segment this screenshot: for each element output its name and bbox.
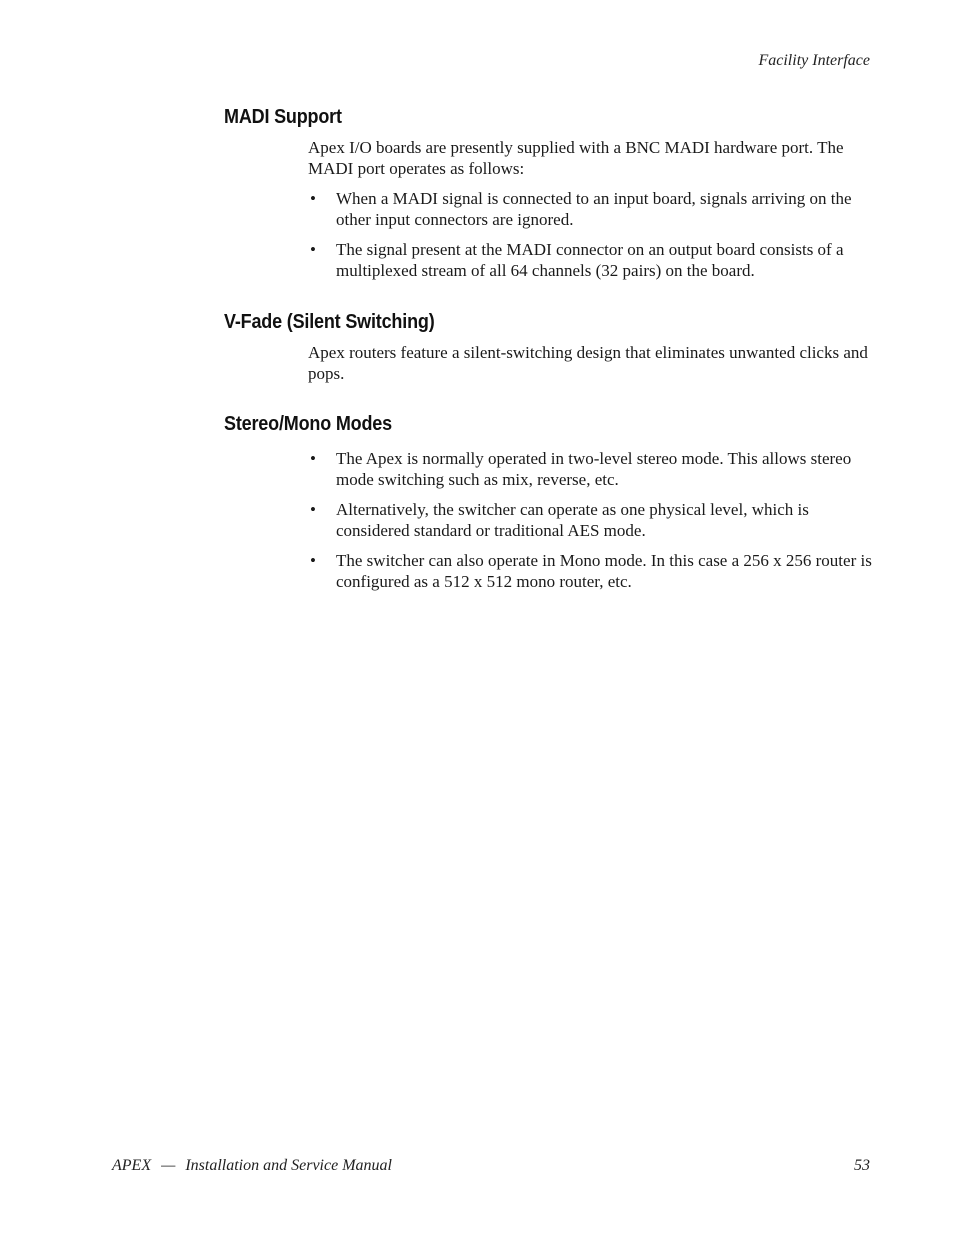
page-number: 53 [854,1157,870,1174]
footer-title-text: Installation and Service Manual [185,1157,392,1174]
v-fade-paragraph: Apex routers feature a silent-switching design that eliminates unwanted clicks and pops. [308,343,868,383]
bullet-icon: • [310,500,316,519]
section-title-stereo-mono-modes: Stereo/Mono Modes [224,413,392,435]
bullet-icon: • [310,551,316,570]
bullet-icon: • [310,449,316,468]
list-item-text: The Apex is normally operated in two-level stereo mode. This allows stereo mode switching such as mix, reverse, etc. [336,449,852,489]
footer-manual-title [112,1157,392,1175]
section-title-v-fade: V-Fade (Silent Switching) [224,311,435,333]
footer-product: APEX [112,1157,152,1174]
running-header: Facility Interface [758,52,870,69]
list-item-text: When a MADI signal is connected to an input board, signals arriving on the other input connectors are ignored. [336,189,852,229]
bullet-icon: • [310,240,316,259]
section-title-madi-support: MADI Support [224,106,342,128]
list-item-text: The signal present at the MADI connector on an output board consists of a multiplexed stream of all 64 channels (32 pairs) on the board. [336,240,844,280]
bullet-icon: • [310,189,316,208]
list-item-text: Alternatively, the switcher can operate as one physical level, which is considered standard or traditional AES mode. [336,500,809,540]
list-item-text: The switcher can also operate in Mono mode. In this case a 256 x 256 router is configured as a 512 x 512 mono router, etc. [336,551,872,591]
footer-separator: — [161,1157,176,1174]
madi-intro-paragraph: Apex I/O boards are presently supplied with a BNC MADI hardware port. The MADI port operates as follows: [308,138,844,178]
